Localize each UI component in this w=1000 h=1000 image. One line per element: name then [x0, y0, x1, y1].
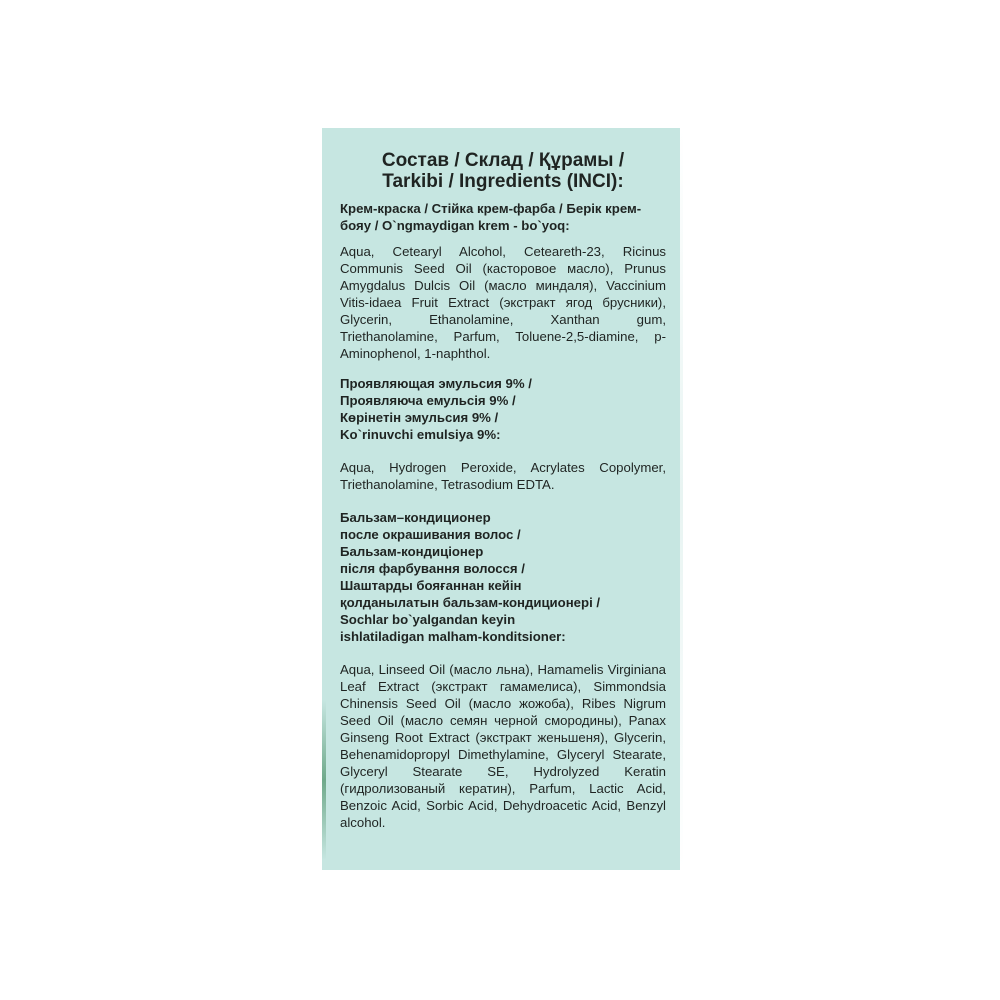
- title-line-2: Tarkibi / Ingredients (INCI):: [382, 171, 624, 192]
- emulsion-heading: [340, 375, 666, 443]
- emulsion-heading-line: Проявляюча емульсія 9% /: [340, 393, 516, 408]
- emulsion-heading-line: Проявляющая эмульсия 9% /: [340, 376, 532, 391]
- balm-heading-line: ishlatiladigan malham-konditsioner:: [340, 629, 566, 644]
- title-line-1: Состав / Склад / Құрамы /: [381, 150, 625, 171]
- balm-heading: [340, 509, 666, 645]
- panel-green-edge: [322, 700, 326, 860]
- balm-heading-line: после окрашивания волос /: [340, 527, 521, 542]
- balm-heading-line: Шаштарды бояғаннан кейін: [340, 578, 522, 593]
- composition-title: [340, 150, 666, 192]
- cream-color-ingredients: Aqua, Cetearyl Alcohol, Ceteareth-23, Ricinus Communis Seed Oil (касторовое масло), Prunus Amygdalus Dulcis Oil (масло миндаля), Vaccinium Vitis-idaea Fruit Extract (экстракт ягод брусники), Glycerin, Ethanolamine, Xanthan gum, Triethanolamine, Parfum, Toluene-2,5-diamine, p-Aminophenol, 1-naphthol.: [340, 244, 666, 361]
- emulsion-heading-line: Ko`rinuvchi emulsiya 9%:: [340, 427, 501, 442]
- panel-edge: [680, 128, 683, 870]
- ingredients-text: [340, 150, 666, 831]
- balm-heading-line: після фарбування волосся /: [340, 561, 525, 576]
- balm-heading-line: Бальзам-кондиціонер: [340, 544, 484, 559]
- emulsion-ingredients: Aqua, Hydrogen Peroxide, Acrylates Copolymer, Triethanolamine, Tetrasodium EDTA.: [340, 460, 666, 492]
- balm-ingredients: Aqua, Linseed Oil (масло льна), Hamamelis Virginiana Leaf Extract (экстракт гамамелиса), Simmondsia Chinensis Seed Oil (масло жожоба), Ribes Nigrum Seed Oil (масло семян черной смородины), Panax Ginseng Root Extract (экстракт женьшеня), Glycerin, Behenamidopropyl Dimethylamine, Glyceryl Stearate, Glyceryl Stearate SE, Hydrolyzed Keratin (гидролизованый кератин), Parfum, Lactic Acid, Benzoic Acid, Sorbic Acid, Dehydroacetic Acid, Benzyl alcohol.: [340, 662, 666, 830]
- balm-heading-line: қолданылатын бальзам-кондиционері /: [340, 595, 601, 610]
- cream-color-heading: Крем-краска / Стійка крем-фарба / Берік крем-бояу / O`ngmaydigan krem - bo`yoq:: [340, 201, 642, 233]
- balm-heading-line: Sochlar bo`yalgandan keyin: [340, 612, 516, 627]
- balm-heading-line: Бальзам–кондиционер: [340, 510, 491, 525]
- emulsion-heading-line: Көрінетін эмульсия 9% /: [340, 410, 499, 425]
